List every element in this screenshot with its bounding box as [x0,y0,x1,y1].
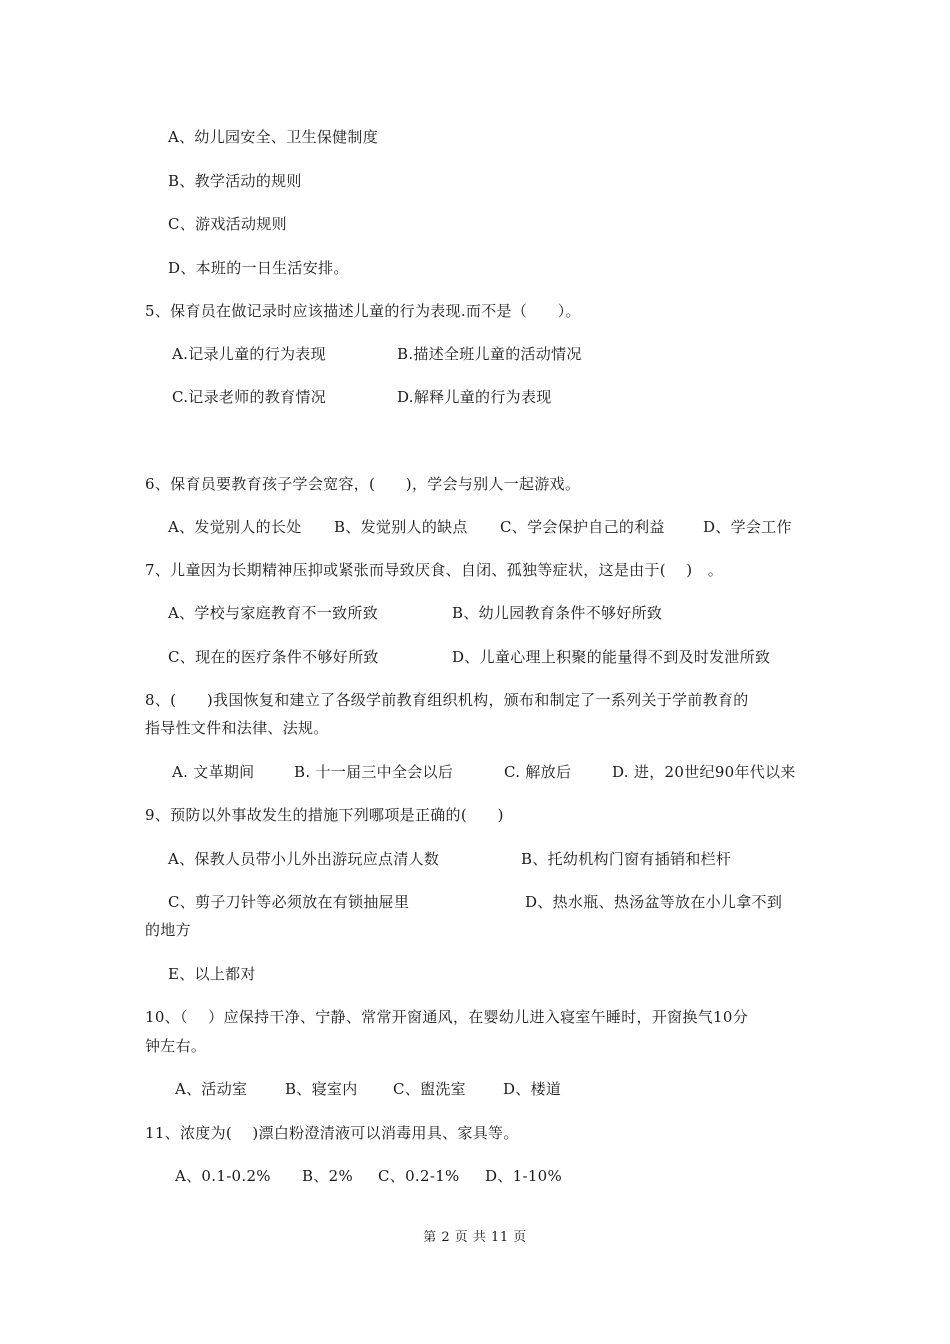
q5-option-b: B.描述全班儿童的活动情况 [397,345,582,363]
q8-stem-line-1: 8、( )我国恢复和建立了各级学前教育组织机构，颁布和制定了一系列关于学前教育的 [145,691,749,709]
q9-option-d-line-1: D、热水瓶、热汤盆等放在小儿拿不到 [525,893,783,911]
q6-stem: 6、保育员要教育孩子学会宽容，( )，学会与别人一起游戏。 [145,475,581,493]
q4-option-b: B、教学活动的规则 [168,172,302,190]
q11-option-d: D、1-10% [485,1167,563,1185]
q10-option-b: B、寝室内 [285,1080,358,1098]
q10-option-a: A、活动室 [175,1080,248,1098]
q11-option-c: C、0.2-1% [378,1167,460,1185]
q8-option-b: B. 十一届三中全会以后 [294,763,454,781]
q7-option-b: B、幼儿园教育条件不够好所致 [452,604,663,622]
q11-stem: 11、浓度为( )漂白粉澄清液可以消毒用具、家具等。 [145,1124,519,1142]
q6-option-c: C、学会保护自己的利益 [500,518,665,536]
q8-option-d: D. 进，20世纪90年代以来 [612,763,796,781]
q9-option-d-line-2: 的地方 [145,921,191,939]
q5-option-d: D.解释儿童的行为表现 [397,388,552,406]
q9-option-b: B、托幼机构门窗有插销和栏杆 [521,850,732,868]
q7-option-d: D、儿童心理上积聚的能量得不到及时发泄所致 [452,648,771,666]
q7-stem: 7、儿童因为长期精神压抑或紧张而导致厌食、自闭、孤独等症状，这是由于( ) 。 [145,561,724,579]
q7-option-c: C、现在的医疗条件不够好所致 [168,648,379,666]
q11-option-b: B、2% [302,1167,354,1185]
q6-option-a: A、发觉别人的长处 [168,518,302,536]
q8-option-a: A. 文革期间 [172,763,255,781]
q11-option-a: A、0.1-0.2% [175,1167,271,1185]
q4-option-d: D、本班的一日生活安排。 [168,259,349,277]
q6-option-d: D、学会工作 [703,518,792,536]
q9-option-a: A、保教人员带小儿外出游玩应点清人数 [168,850,440,868]
q10-option-d: D、楼道 [503,1080,562,1098]
q10-stem-line-1: 10、（ ）应保持干净、宁静、常常开窗通风，在婴幼儿进入寝室午睡时，开窗换气10分 [145,1008,749,1026]
q10-option-c: C、盥洗室 [393,1080,466,1098]
q9-option-e: E、以上都对 [168,965,256,983]
q5-stem: 5、保育员在做记录时应该描述儿童的行为表现.而不是（ ）。 [145,302,581,320]
page-number-footer: 第 2 页 共 11 页 [423,1230,527,1245]
q6-option-b: B、发觉别人的缺点 [334,518,468,536]
q4-option-c: C、游戏活动规则 [168,215,287,233]
q8-stem-line-2: 指导性文件和法律、法规。 [145,719,329,737]
q8-option-c: C. 解放后 [504,763,572,781]
q5-option-c: C.记录老师的教育情况 [172,388,327,406]
q7-option-a: A、学校与家庭教育不一致所致 [168,604,379,622]
q5-option-a: A.记录儿童的行为表现 [172,345,326,363]
q4-option-a: A、幼儿园安全、卫生保健制度 [168,128,379,146]
q10-stem-line-2: 钟左右。 [145,1037,207,1055]
q9-option-c: C、剪子刀针等必须放在有锁抽屉里 [168,893,410,911]
q9-stem: 9、预防以外事故发生的措施下列哪项是正确的( ) [145,806,504,824]
